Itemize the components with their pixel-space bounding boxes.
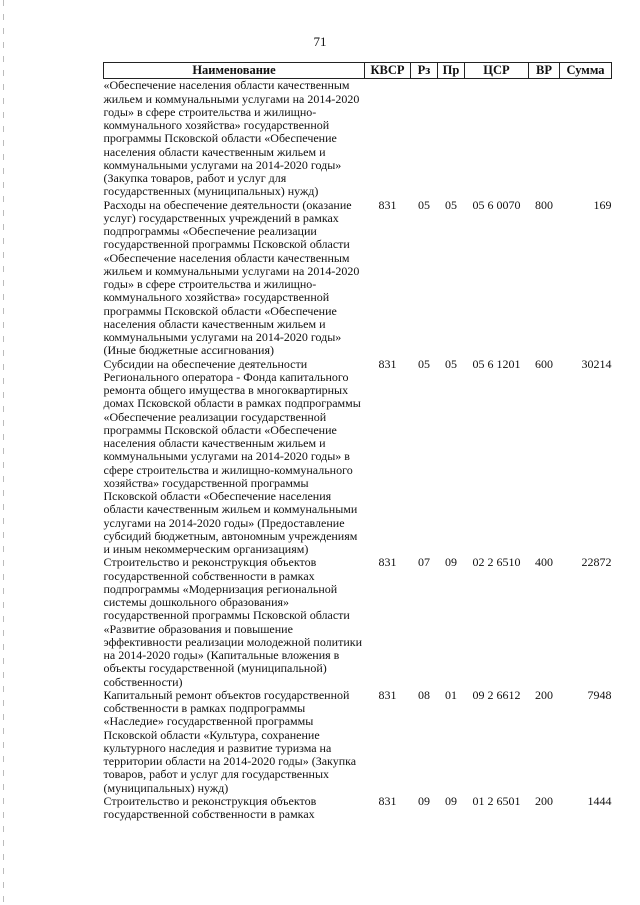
col-header-kvsr: КВСР xyxy=(365,63,411,79)
row-vr: 400 xyxy=(535,555,553,570)
col-header-csr: ЦСР xyxy=(465,63,529,79)
row-sum: 169 xyxy=(593,197,612,212)
row-vr: 200 xyxy=(535,687,553,702)
row-name: Расходы на обеспечение деятельности (оказание услуг) государственных учреждений в рамках подпрограммы «Обеспечение реализации государственной программы Псковской области «Обеспечение населения области качественным жильем и коммунальными услугами на 2014-2020 годы» в сфере строительства и жилищно-коммунального хозяйства» государственной программы Псковской области «Обеспечение населения области качественным жильем и коммунальными услугами на 2014-2020 годы» (Иные бюджетные ассигнования) xyxy=(103,197,360,358)
row-pr: 05 xyxy=(445,356,457,371)
row-pr xyxy=(438,79,465,199)
page-number: 71 xyxy=(313,34,327,49)
row-csr: 02 2 6510 xyxy=(472,555,521,570)
row-vr xyxy=(529,79,560,199)
row-kvsr: 831 xyxy=(378,793,397,808)
row-pr: 05 xyxy=(445,197,457,212)
row-vr: 600 xyxy=(535,356,553,371)
row-name: Строительство и реконструкция объектов государственной собственности в рамках подпрограммы «Модернизация региональной системы дошкольного образования» государственной программы Псковской области «Развитие образования и повышение эффективности реализации молодежной политики на 2014-2020 годы» (Капитальные вложения в объекты государственной (муниципальной) собственности) xyxy=(103,555,362,689)
row-vr: 200 xyxy=(535,793,553,808)
row-csr: 05 6 1201 xyxy=(472,356,521,371)
row-sum: 30214 xyxy=(581,356,612,371)
row-name: Строительство и реконструкция объектов государственной собственности в рамках xyxy=(103,793,317,821)
table-row xyxy=(104,199,612,358)
row-kvsr xyxy=(365,79,411,199)
table-row xyxy=(104,689,612,795)
scan-edge-mark xyxy=(3,0,4,905)
row-csr xyxy=(465,79,529,199)
row-csr: 01 2 6501 xyxy=(472,793,521,808)
row-name: Капитальный ремонт объектов государственной собственности в рамках подпрограммы «Наследие» государственной программы Псковской области «Культура, сохранение культурного наследия и развитие туризма на территории области на 2014-2020 годы» (Закупка товаров, работ и услуг для государственных (муниципальных) нужд) xyxy=(103,687,357,795)
row-pr: 09 xyxy=(445,793,457,808)
table-row xyxy=(104,795,612,822)
row-sum: 7948 xyxy=(587,687,612,702)
row-sum: 1444 xyxy=(587,793,612,808)
row-pr: 09 xyxy=(445,555,457,570)
row-rz xyxy=(411,79,438,199)
col-header-vr: ВР xyxy=(529,63,560,79)
row-vr: 800 xyxy=(535,197,553,212)
budget-table xyxy=(103,62,612,821)
row-rz: 05 xyxy=(418,197,430,212)
row-rz: 07 xyxy=(418,555,430,570)
col-header-name: Наименование xyxy=(104,63,365,79)
row-kvsr: 831 xyxy=(378,555,397,570)
row-name: «Обеспечение населения области качественным жильем и коммунальными услугами на 2014-2020 годы» в сфере строительства и жилищно-коммунального хозяйства» государственной программы Псковской области «Обеспечение населения области качественным жильем и коммунальными услугами на 2014-2020 годы» (Закупка товаров, работ и услуг для государственных (муниципальных) нужд) xyxy=(103,78,360,199)
row-pr: 01 xyxy=(445,687,457,702)
col-header-rz: Рз xyxy=(411,63,438,79)
row-rz: 08 xyxy=(418,687,430,702)
row-kvsr: 831 xyxy=(378,687,397,702)
col-header-sum: Сумма xyxy=(560,63,612,79)
table-header-row xyxy=(104,63,612,79)
row-rz: 09 xyxy=(418,793,430,808)
col-header-pr: Пр xyxy=(438,63,465,79)
table-row xyxy=(104,79,612,199)
row-sum: 22872 xyxy=(581,555,612,570)
row-kvsr: 831 xyxy=(378,356,397,371)
row-csr: 05 6 0070 xyxy=(472,197,521,212)
row-csr: 09 2 6612 xyxy=(472,687,521,702)
row-rz: 05 xyxy=(418,356,430,371)
table-row xyxy=(104,556,612,689)
row-kvsr: 831 xyxy=(378,197,397,212)
row-sum xyxy=(560,79,612,199)
table-row xyxy=(104,358,612,557)
row-name: Субсидии на обеспечение деятельности Регионального оператора - Фонда капитального ремонта общего имущества в многоквартирных домах Псковской области в рамках подпрограммы «Обеспечение реализации государственной программы Псковской области «Обеспечение населения области качественным жильем и коммунальными услугами на 2014-2020 годы» в сфере строительства и жилищно-коммунального хозяйства» государственной программы Псковской области «Обеспечение населения области качественным жильем и коммунальными услугами на 2014-2020 годы» (Предоставление субсидий бюджетным, автономным учреждениям и иным некоммерческим организациям) xyxy=(103,356,361,556)
